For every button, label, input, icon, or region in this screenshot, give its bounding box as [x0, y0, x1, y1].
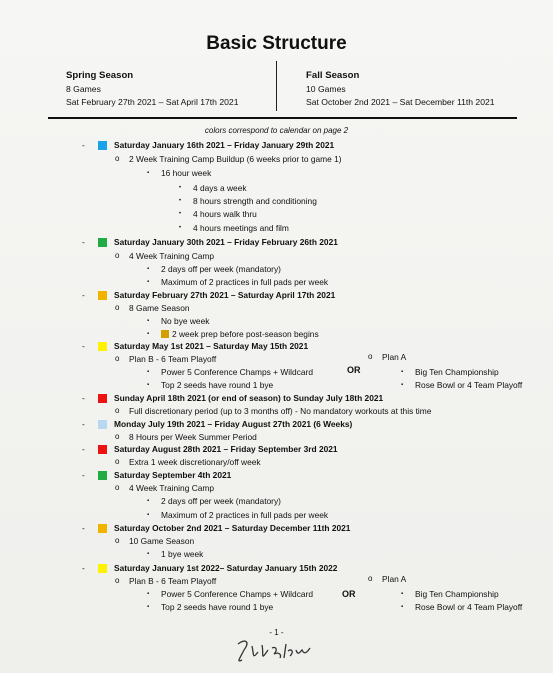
spring-season-games: 8 Games	[66, 83, 101, 94]
item-text: 8 Hours per Week Summer Period	[129, 432, 257, 442]
item-text: 8 Game Season	[129, 303, 190, 313]
schedule-detail	[193, 183, 247, 194]
list-bullet: ▪	[147, 369, 150, 375]
schedule-period-heading	[114, 341, 308, 352]
list-dash: -	[82, 341, 85, 351]
item-text: Saturday May 1st 2021 – Saturday May 15th 2021	[114, 341, 309, 351]
list-bullet: o	[115, 251, 120, 260]
calendar-color-swatch	[98, 291, 107, 300]
page-title: Basic Structure	[206, 33, 347, 54]
item-text: 2 days off per week (mandatory)	[161, 496, 281, 506]
schedule-period-heading	[114, 523, 350, 534]
calendar-color-swatch	[98, 238, 107, 247]
schedule-detail	[415, 380, 522, 391]
or-label: OR	[342, 589, 356, 599]
list-dash: -	[82, 419, 85, 429]
item-text: 4 days a week	[193, 183, 247, 193]
item-text: 10 Game Season	[129, 536, 195, 546]
schedule-detail	[129, 303, 190, 314]
item-text: Big Ten Championship	[415, 589, 499, 599]
header-rule	[48, 117, 517, 119]
list-bullet: ▪	[147, 591, 150, 597]
item-text: 4 hours meetings and film	[193, 223, 289, 233]
list-dash: -	[82, 140, 85, 150]
calendar-color-swatch	[161, 330, 169, 338]
list-dash: -	[82, 523, 85, 533]
item-text: Saturday October 2nd 2021 – Saturday December 11th 2021	[114, 523, 351, 533]
item-text: Saturday January 16th 2021 – Friday January 29th 2021	[114, 140, 335, 150]
schedule-detail	[161, 329, 319, 340]
item-text: 8 hours strength and conditioning	[193, 196, 317, 206]
list-bullet: ▪	[401, 382, 404, 388]
list-bullet: o	[115, 354, 120, 363]
list-bullet: o	[115, 576, 120, 585]
calendar-color-swatch	[98, 445, 107, 454]
calendar-color-swatch	[98, 394, 107, 403]
list-bullet: •	[179, 198, 182, 204]
list-bullet: o	[115, 483, 120, 492]
schedule-detail	[415, 602, 522, 613]
item-text: Big Ten Championship	[415, 367, 499, 377]
item-text: 2 week prep before post-season begins	[172, 329, 319, 339]
item-text: 16 hour week	[161, 168, 212, 178]
fall-season-heading: Fall Season	[306, 70, 360, 81]
schedule-detail	[129, 457, 261, 468]
list-bullet: •	[179, 225, 182, 231]
list-bullet: ▪	[147, 551, 150, 557]
schedule-detail	[161, 264, 281, 275]
or-label: OR	[347, 365, 361, 375]
list-bullet: ▪	[147, 279, 150, 285]
schedule-detail	[382, 574, 406, 585]
list-bullet: •	[179, 185, 182, 191]
list-bullet: o	[115, 457, 120, 466]
list-dash: -	[82, 237, 85, 247]
list-dash: -	[82, 393, 85, 403]
item-text: Top 2 seeds have round 1 bye	[161, 380, 274, 390]
schedule-detail	[129, 432, 257, 443]
schedule-detail	[415, 589, 499, 600]
item-text: 2 Week Training Camp Buildup (6 weeks prior to game 1)	[129, 154, 342, 164]
calendar-color-swatch	[98, 141, 107, 150]
item-text: Plan B - 6 Team Playoff	[129, 354, 217, 364]
item-text: Saturday January 30th 2021 – Friday February 26th 2021	[114, 237, 338, 247]
list-bullet: ▪	[401, 591, 404, 597]
schedule-detail	[161, 380, 273, 391]
calendar-color-swatch	[98, 471, 107, 480]
schedule-detail	[161, 168, 211, 179]
item-text: Saturday August 28th 2021 – Friday September 3rd 2021	[114, 444, 338, 454]
schedule-period-heading	[114, 393, 383, 404]
schedule-period-heading	[114, 470, 231, 481]
list-bullet: ▪	[147, 604, 150, 610]
item-text: Plan A	[382, 352, 407, 362]
schedule-detail	[161, 589, 313, 600]
item-text: Power 5 Conference Champs + Wildcard	[161, 589, 313, 599]
item-text: Maximum of 2 practices in full pads per week	[161, 277, 329, 287]
list-bullet: ▪	[147, 382, 150, 388]
schedule-period-heading	[114, 419, 352, 430]
schedule-detail	[161, 316, 209, 327]
schedule-detail	[193, 209, 257, 220]
schedule-detail	[193, 196, 317, 207]
item-text: No bye week	[161, 316, 210, 326]
item-text: 2 days off per week (mandatory)	[161, 264, 281, 274]
schedule-period-heading	[114, 237, 338, 248]
item-text: Saturday January 1st 2022– Saturday January 15th 2022	[114, 563, 338, 573]
spring-season-heading: Spring Season	[66, 70, 134, 81]
item-text: Power 5 Conference Champs + Wildcard	[161, 367, 313, 377]
fall-season-block	[306, 69, 495, 110]
item-text: Monday July 19th 2021 – Friday August 27th 2021 (6 Weeks)	[114, 419, 353, 429]
schedule-detail	[129, 536, 194, 547]
calendar-color-swatch	[98, 342, 107, 351]
spring-season-block	[66, 69, 238, 110]
item-text: Sunday April 18th 2021 (or end of season) to Sunday July 18th 2021	[114, 393, 384, 403]
list-bullet: ▪	[147, 266, 150, 272]
calendar-color-swatch	[98, 420, 107, 429]
item-text: Saturday September 4th 2021	[114, 470, 232, 480]
list-bullet: ▪	[401, 604, 404, 610]
schedule-detail	[382, 352, 406, 363]
item-text: Top 2 seeds have round 1 bye	[161, 602, 274, 612]
item-text: Rose Bowl or 4 Team Playoff	[415, 380, 523, 390]
list-bullet: ▪	[401, 369, 404, 375]
schedule-detail	[129, 406, 431, 417]
schedule-detail	[129, 483, 214, 494]
list-dash: -	[82, 563, 85, 573]
schedule-detail	[161, 367, 313, 378]
fall-season-dates: Sat October 2nd 2021 – Sat December 11th 2021	[306, 97, 495, 107]
schedule-detail	[161, 602, 273, 613]
list-bullet: o	[115, 406, 120, 415]
schedule-period-heading	[114, 140, 334, 151]
item-text: 4 Week Training Camp	[129, 483, 215, 493]
signature	[232, 636, 322, 666]
list-bullet: ▪	[147, 512, 150, 518]
schedule-detail	[129, 354, 216, 365]
item-text: 4 Week Training Camp	[129, 251, 215, 261]
schedule-detail	[129, 576, 216, 587]
list-bullet: o	[115, 303, 120, 312]
item-text: Maximum of 2 practices in full pads per week	[161, 510, 329, 520]
list-dash: -	[82, 470, 85, 480]
list-bullet: ▪	[147, 318, 150, 324]
item-text: Rose Bowl or 4 Team Playoff	[415, 602, 523, 612]
schedule-period-heading	[114, 290, 335, 301]
list-bullet: ▪	[147, 170, 150, 176]
schedule-period-heading	[114, 444, 338, 455]
schedule-detail	[193, 223, 289, 234]
fall-season-games: 10 Games	[306, 83, 346, 94]
spring-season-dates: Sat February 27th 2021 – Sat April 17th 2021	[66, 97, 239, 107]
list-bullet: o	[115, 536, 120, 545]
calendar-color-swatch	[98, 564, 107, 573]
schedule-detail	[129, 154, 342, 165]
schedule-detail	[415, 367, 499, 378]
item-text: 1 bye week	[161, 549, 204, 559]
list-bullet: o	[368, 574, 373, 583]
item-text: Saturday February 27th 2021 – Saturday April 17th 2021	[114, 290, 336, 300]
list-bullet: o	[115, 154, 120, 163]
list-bullet: •	[179, 211, 182, 217]
list-bullet: ▪	[147, 498, 150, 504]
schedule-detail	[129, 251, 214, 262]
season-divider	[276, 61, 277, 111]
list-bullet: o	[368, 352, 373, 361]
item-text: Extra 1 week discretionary/off week	[129, 457, 261, 467]
item-text: Plan A	[382, 574, 407, 584]
list-dash: -	[82, 290, 85, 300]
calendar-note: colors correspond to calendar on page 2	[204, 126, 349, 135]
list-bullet: o	[115, 432, 120, 441]
list-dash: -	[82, 444, 85, 454]
schedule-detail	[161, 549, 203, 560]
list-bullet: ▪	[147, 331, 150, 337]
schedule-period-heading	[114, 563, 337, 574]
page-number: - 1 -	[269, 628, 284, 637]
schedule-detail	[161, 277, 328, 288]
calendar-color-swatch	[98, 524, 107, 533]
schedule-detail	[161, 496, 281, 507]
schedule-detail	[161, 510, 328, 521]
item-text: Full discretionary period (up to 3 months off) - No mandatory workouts at this time	[129, 406, 432, 416]
item-text: 4 hours walk thru	[193, 209, 257, 219]
item-text: Plan B - 6 Team Playoff	[129, 576, 217, 586]
